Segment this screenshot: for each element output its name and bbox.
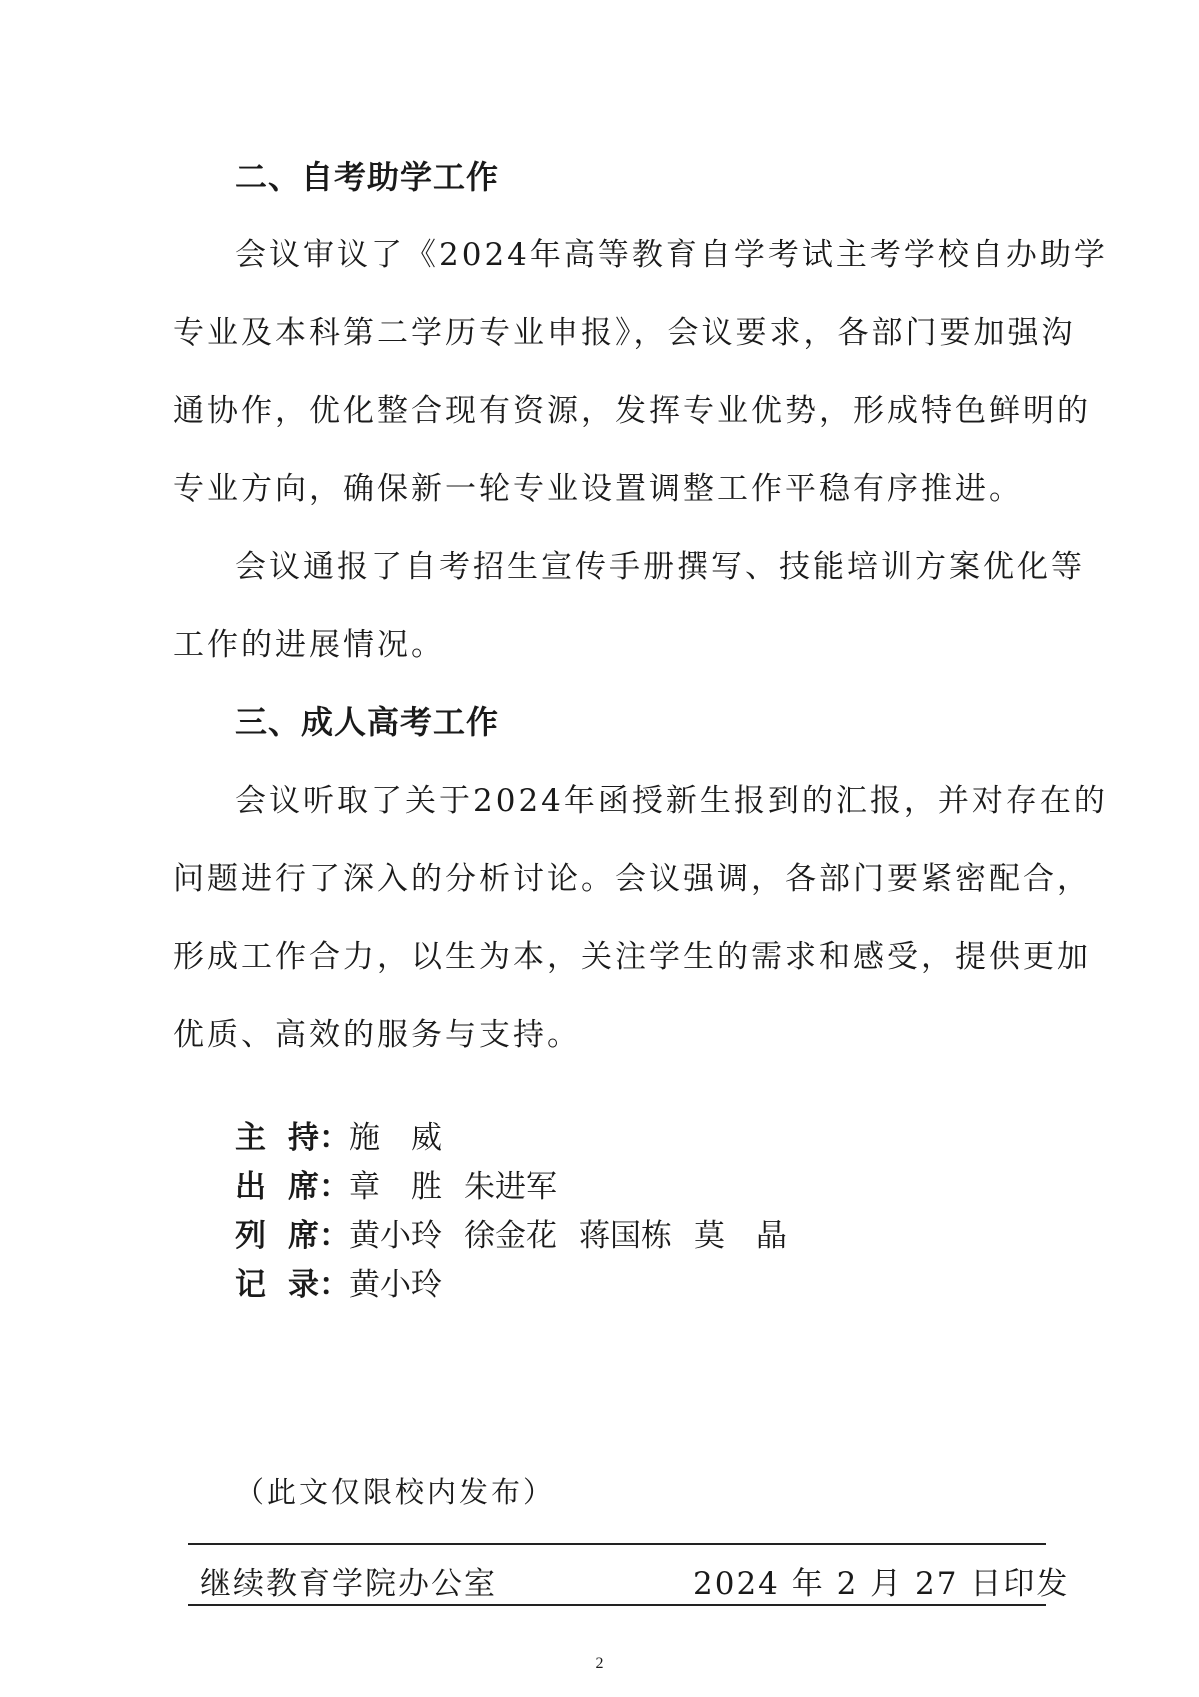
paragraph-line: 优质、高效的服务与支持。 <box>173 1017 581 1053</box>
page-number: 2 <box>595 1655 604 1672</box>
roster-label-record: 记 录： <box>235 1267 350 1303</box>
roster-name: 施 威 <box>349 1120 442 1156</box>
roster-label-host: 主 持： <box>235 1120 350 1156</box>
footer-bottom-rule <box>188 1604 1046 1606</box>
roster-label-observe: 列 席： <box>235 1218 350 1254</box>
internal-release-note: （此文仅限校内发布） <box>235 1475 556 1509</box>
roster-record <box>235 1259 464 1304</box>
roster-name: 朱进军 <box>464 1169 557 1205</box>
paragraph-line: 会议听取了关于2024年函授新生报到的汇报，并对存在的 <box>235 783 1108 819</box>
roster-label-attend: 出 席： <box>235 1169 350 1205</box>
paragraph-line: 专业方向，确保新一轮专业设置调整工作平稳有序推进。 <box>173 471 1023 507</box>
paragraph-line: 工作的进展情况。 <box>173 627 445 663</box>
roster-name: 章 胜 <box>349 1169 442 1205</box>
roster-name: 黄小玲 <box>349 1218 442 1254</box>
paragraph-line: 通协作，优化整合现有资源，发挥专业优势，形成特色鲜明的 <box>173 393 1091 429</box>
roster-name: 蒋国栋 <box>579 1218 672 1254</box>
paragraph-line: 会议通报了自考招生宣传手册撰写、技能培训方案优化等 <box>235 549 1085 585</box>
issuing-office: 继续教育学院办公室 <box>200 1566 497 1602</box>
roster-attend <box>235 1161 579 1206</box>
roster-name: 徐金花 <box>464 1218 557 1254</box>
issue-date: 2024 年 2 月 27 日印发 <box>693 1566 1070 1602</box>
roster-observe <box>235 1210 809 1255</box>
section-heading-self-study: 二、自考助学工作 <box>235 158 500 196</box>
section-heading-adult-exam: 三、成人高考工作 <box>235 703 500 741</box>
roster-name: 黄小玲 <box>349 1267 442 1303</box>
paragraph-line: 形成工作合力，以生为本，关注学生的需求和感受，提供更加 <box>173 939 1091 975</box>
footer-top-rule <box>188 1543 1046 1545</box>
paragraph-line: 问题进行了深入的分析讨论。会议强调，各部门要紧密配合， <box>173 861 1091 897</box>
paragraph-line: 专业及本科第二学历专业申报》，会议要求，各部门要加强沟 <box>173 315 1076 351</box>
paragraph-line: 会议审议了《2024年高等教育自学考试主考学校自办助学 <box>235 237 1108 273</box>
roster-host <box>235 1112 464 1157</box>
roster-name: 莫 晶 <box>694 1218 787 1254</box>
